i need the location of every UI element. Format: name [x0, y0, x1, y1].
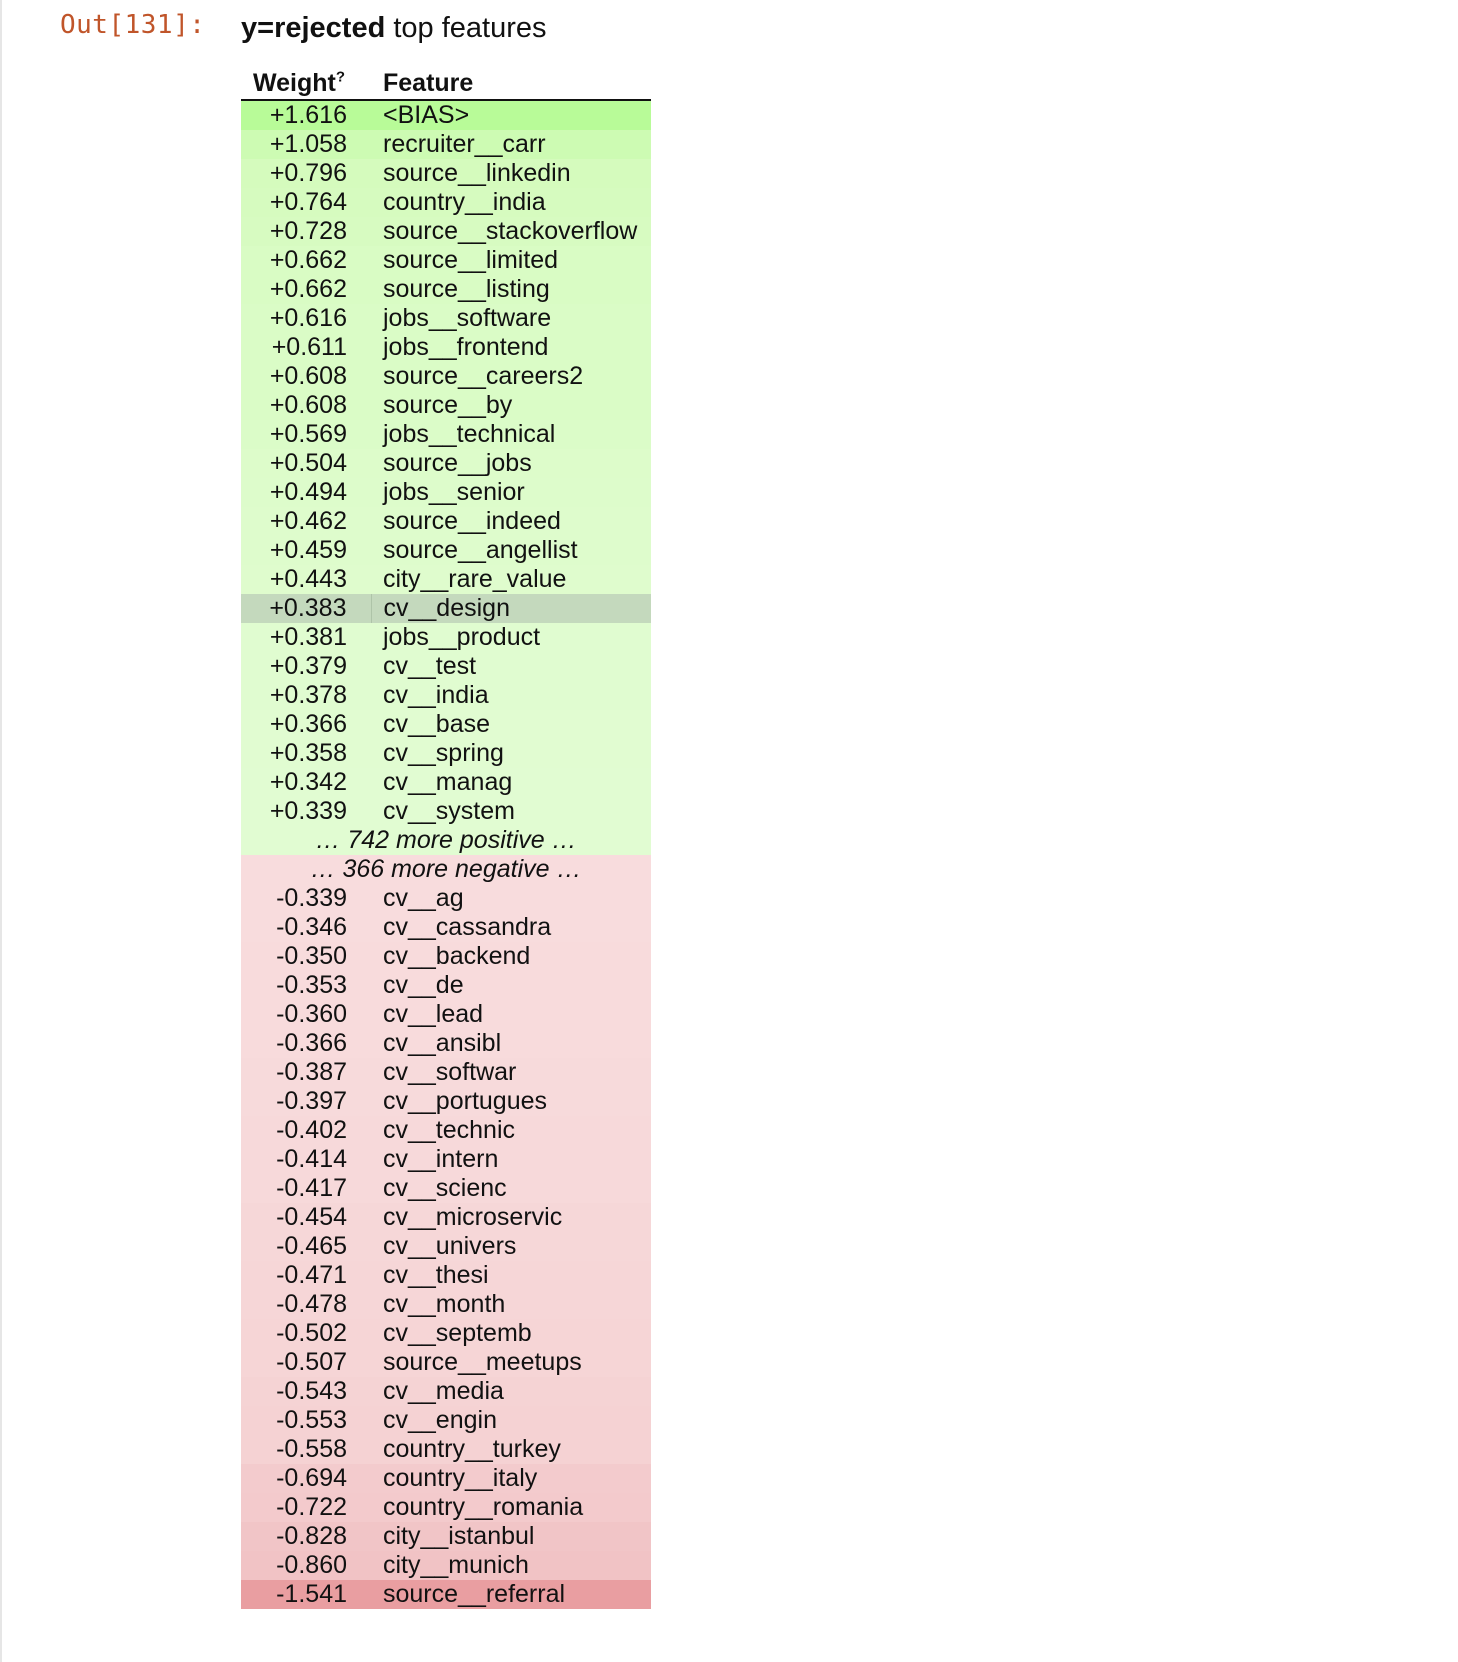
table-row [241, 275, 651, 304]
weight-value: +0.796 [269, 159, 347, 187]
weight-value: -0.553 [276, 1406, 347, 1434]
weight-value: -0.350 [276, 942, 347, 970]
table-row [241, 1261, 651, 1290]
table-row [241, 1406, 651, 1435]
negative-weights [241, 884, 651, 1609]
feature-name: source__meetups [383, 1348, 582, 1376]
weight-value: -0.471 [276, 1261, 347, 1289]
output-title [241, 8, 1001, 48]
table-row [241, 681, 651, 710]
feature-name: jobs__technical [383, 420, 556, 448]
weight-header-label: Weight [253, 69, 336, 97]
weight-value: -0.360 [276, 1000, 347, 1028]
table-row [241, 536, 651, 565]
cell-output [241, 8, 1001, 1609]
table-row [241, 1029, 651, 1058]
feature-name: cv__backend [383, 942, 531, 970]
table-row [241, 797, 651, 826]
weight-help-icon[interactable]: ? [335, 68, 346, 86]
table-row [241, 1203, 651, 1232]
table-row [241, 1348, 651, 1377]
feature-name: source__careers2 [383, 362, 584, 390]
weight-value: -1.541 [276, 1580, 347, 1608]
table-row [241, 1522, 651, 1551]
feature-name: jobs__software [383, 304, 552, 332]
weight-value: -0.860 [276, 1551, 347, 1579]
feature-name: cv__engin [383, 1406, 497, 1434]
weight-value: +1.616 [269, 101, 347, 129]
table-row [241, 1000, 651, 1029]
feature-name: cv__manag [383, 768, 513, 796]
table-row [241, 1174, 651, 1203]
weight-value: +0.662 [269, 275, 347, 303]
weight-value: -0.507 [276, 1348, 347, 1376]
feature-name: cv__microservic [383, 1203, 563, 1231]
feature-name: cv__septemb [383, 1319, 532, 1347]
table-row [241, 942, 651, 971]
cell-gutter [0, 0, 2, 1662]
feature-name: city__rare_value [383, 565, 567, 593]
feature-name: cv__design [383, 594, 510, 622]
weight-value: +0.462 [269, 507, 347, 535]
weight-value: -0.353 [276, 971, 347, 999]
weight-value: -0.502 [276, 1319, 347, 1347]
table-row [241, 1464, 651, 1493]
weight-value: +0.443 [269, 565, 347, 593]
feature-name: source__by [383, 391, 513, 419]
table-row [241, 1232, 651, 1261]
weight-value: +0.569 [269, 420, 347, 448]
feature-name: country__india [383, 188, 546, 216]
feature-name: cv__portugues [383, 1087, 548, 1115]
table-row [241, 1116, 651, 1145]
table-row [241, 478, 651, 507]
feature-name: city__istanbul [383, 1522, 535, 1550]
feature-name: source__angellist [383, 536, 578, 564]
feature-name: cv__scienc [383, 1174, 507, 1202]
table-row [241, 768, 651, 797]
weight-value: -0.387 [276, 1058, 347, 1086]
feature-name: source__indeed [383, 507, 561, 535]
feature-name: cv__univers [383, 1232, 517, 1260]
table-row [241, 971, 651, 1000]
table-row [241, 1058, 651, 1087]
table-row [241, 1580, 651, 1609]
feature-name: cv__lead [383, 1000, 484, 1028]
feature-name: source__limited [383, 246, 559, 274]
feature-name: cv__ansibl [383, 1029, 502, 1057]
weight-value: -0.694 [276, 1464, 347, 1492]
weight-value: +0.459 [269, 536, 347, 564]
table-row [241, 884, 651, 913]
table-row [241, 130, 651, 159]
table-row [241, 1551, 651, 1580]
weight-column-header [241, 66, 371, 100]
table-row [241, 1087, 651, 1116]
feature-name: source__referral [383, 1580, 566, 1608]
feature-name: cv__spring [383, 739, 504, 767]
feature-name: country__romania [383, 1493, 584, 1521]
feature-name: recruiter__carr [383, 130, 546, 158]
table-header-row [241, 66, 651, 100]
feature-name: cv__thesi [383, 1261, 489, 1289]
table-row [241, 739, 651, 768]
weight-value: +0.383 [241, 594, 371, 623]
weight-value: +0.378 [269, 681, 347, 709]
table-row [241, 1493, 651, 1522]
table-row [241, 246, 651, 275]
table-row [241, 304, 651, 333]
more-positive-section [241, 826, 651, 884]
feature-name: source__jobs [383, 449, 532, 477]
feature-name: cv__base [383, 710, 491, 738]
table-row [241, 1377, 651, 1406]
feature-name: source__stackoverflow [383, 217, 638, 245]
feature-weights-table [241, 66, 651, 1609]
table-row [241, 159, 651, 188]
weight-value: -0.339 [276, 884, 347, 912]
weight-value: +0.366 [269, 710, 347, 738]
feature-name: jobs__frontend [383, 333, 549, 361]
weight-value: +0.358 [269, 739, 347, 767]
weight-value: +0.764 [269, 188, 347, 216]
feature-name: cv__softwar [383, 1058, 517, 1086]
table-row [241, 362, 651, 391]
table-row [241, 217, 651, 246]
table-row [241, 100, 651, 130]
weight-value: +0.494 [269, 478, 347, 506]
table-row [241, 391, 651, 420]
positive-weights [241, 100, 651, 826]
weight-value: +0.611 [271, 333, 347, 361]
more-negative-row [241, 855, 651, 884]
feature-name: cv__technic [383, 1116, 516, 1144]
weight-value: +0.342 [269, 768, 347, 796]
feature-name: cv__ag [383, 884, 464, 912]
feature-name: cv__month [383, 1290, 506, 1318]
table-row [241, 1145, 651, 1174]
table-row [241, 1319, 651, 1348]
feature-name: cv__test [383, 652, 477, 680]
weight-value: -0.558 [276, 1435, 347, 1463]
table-row [241, 565, 651, 594]
table-row [241, 507, 651, 536]
weight-value: -0.414 [276, 1145, 347, 1173]
feature-name: source__linkedin [383, 159, 571, 187]
weight-value: +0.616 [269, 304, 347, 332]
feature-name: <BIAS> [383, 101, 470, 129]
table-row [241, 1435, 651, 1464]
feature-name: cv__cassandra [383, 913, 552, 941]
weight-value: +0.728 [269, 217, 347, 245]
feature-column-header: Feature [371, 66, 651, 100]
weight-value: -0.366 [276, 1029, 347, 1057]
weight-value: -0.828 [276, 1522, 347, 1550]
feature-name: jobs__product [383, 623, 541, 651]
weight-value: +0.504 [269, 449, 347, 477]
table-row [241, 594, 651, 623]
weight-value: +0.379 [269, 652, 347, 680]
feature-name: country__turkey [383, 1435, 561, 1463]
weight-value: -0.478 [276, 1290, 347, 1318]
weight-value: -0.454 [276, 1203, 347, 1231]
weight-value: -0.543 [276, 1377, 347, 1405]
weight-value: -0.402 [276, 1116, 347, 1144]
feature-name: city__munich [383, 1551, 529, 1579]
weight-value: +0.662 [269, 246, 347, 274]
weight-value: -0.722 [276, 1493, 347, 1521]
title-target: y=rejected [241, 12, 386, 44]
table-row [241, 1290, 651, 1319]
weight-value: -0.397 [276, 1087, 347, 1115]
weight-value: +0.339 [269, 797, 347, 825]
more-positive-row [241, 826, 651, 855]
weight-value: -0.346 [276, 913, 347, 941]
weight-value: -0.465 [276, 1232, 347, 1260]
table-row [241, 333, 651, 362]
table-row [241, 710, 651, 739]
feature-name: cv__india [383, 681, 489, 709]
feature-name: cv__de [383, 971, 464, 999]
weight-value: +0.381 [269, 623, 347, 651]
feature-name: cv__media [383, 1377, 504, 1405]
feature-name: source__listing [383, 275, 550, 303]
weight-value: +0.608 [269, 362, 347, 390]
table-row [241, 652, 651, 681]
table-row [241, 420, 651, 449]
feature-name: cv__intern [383, 1145, 499, 1173]
table-row [241, 449, 651, 478]
weight-value: +0.608 [269, 391, 347, 419]
feature-name: cv__system [383, 797, 515, 825]
table-row [241, 623, 651, 652]
more-positive-label: … 742 more positive … [315, 826, 577, 854]
more-negative-label: … 366 more negative … [310, 855, 582, 883]
feature-name: country__italy [383, 1464, 538, 1492]
table-row [241, 913, 651, 942]
weight-value: +1.058 [269, 130, 347, 158]
feature-name: jobs__senior [383, 478, 525, 506]
title-suffix: top features [385, 12, 547, 44]
weight-value: -0.417 [276, 1174, 347, 1202]
output-prompt: Out[131]: [60, 10, 206, 40]
table-row [241, 188, 651, 217]
